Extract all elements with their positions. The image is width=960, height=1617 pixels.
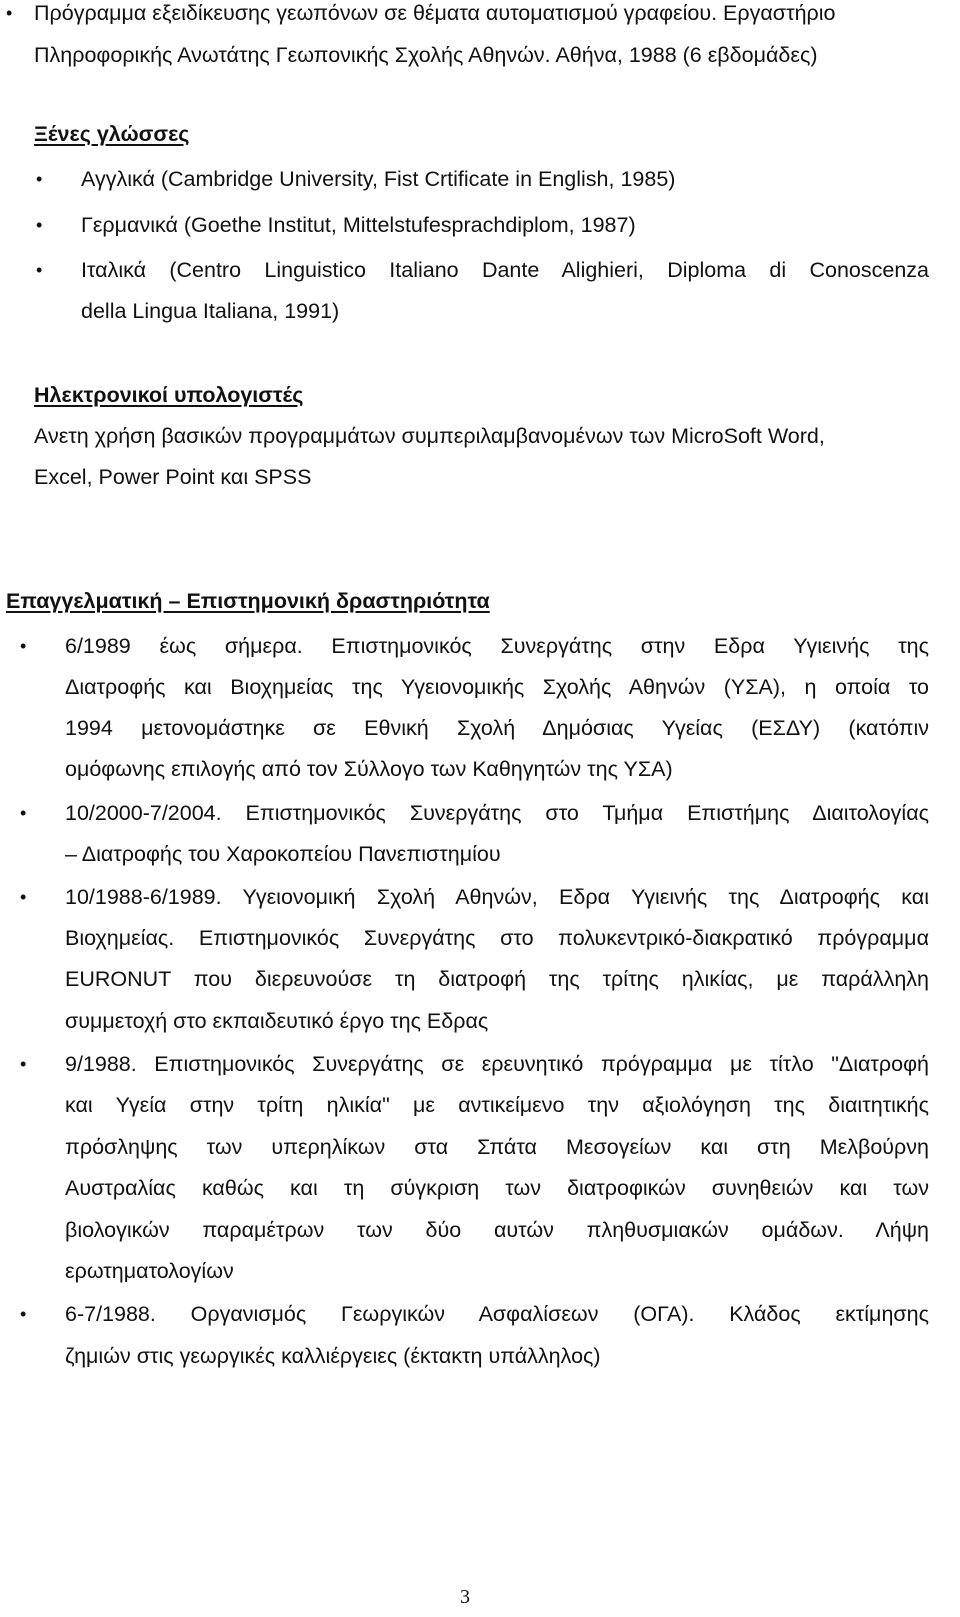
language-item-italian-line-1: Ιταλικά (Centro Linguistico Italiano Dante Alighieri, Diploma di Conoscenza bbox=[81, 258, 929, 282]
career-item-4-line-2: και Υγεία στην τρίτη ηλικία" με αντικείμενο την αξιολόγηση της διαιτητικής bbox=[65, 1093, 929, 1117]
career-item-3-line-2: Βιοχημείας. Επιστημονικός Συνεργάτης στο πολυκεντρικό-διακρατικό πρόγραμμα bbox=[65, 926, 929, 950]
career-item-5-line-1: 6-7/1988. Οργανισμός Γεωργικών Ασφαλίσεων (ΟΓΑ). Κλάδος εκτίμησης bbox=[65, 1302, 929, 1326]
career-heading: Επαγγελματική – Επιστημονική δραστηριότητα bbox=[6, 589, 490, 613]
career-item-2-line-1: 10/2000-7/2004. Επιστημονικός Συνεργάτης στο Τμήμα Επιστήμης Διαιτολογίας bbox=[65, 801, 929, 825]
career-item-3-line-1: 10/1988-6/1989. Υγειονομική Σχολή Αθηνών, Εδρα Υγιεινής της Διατροφής και bbox=[65, 885, 929, 909]
career-item-2-line-2: – Διατροφής του Χαροκοπείου Πανεπιστημίου bbox=[65, 842, 501, 866]
bullet-marker: • bbox=[20, 1054, 27, 1074]
top-item-line-1: Πρόγραμμα εξειδίκευσης γεωπόνων σε θέματα αυτοματισμού γραφείου. Εργαστήριο bbox=[34, 1, 836, 25]
career-item-3-line-4: συμμετοχή στο εκπαιδευτικό έργο της Εδρας bbox=[65, 1009, 489, 1033]
bullet-marker: • bbox=[6, 3, 13, 23]
language-item-german: Γερμανικά (Goethe Institut, Mittelstufesprachdiplom, 1987) bbox=[81, 213, 636, 237]
computers-heading: Ηλεκτρονικοί υπολογιστές bbox=[34, 383, 304, 407]
computers-line-2: Excel, Power Point και SPSS bbox=[34, 465, 312, 489]
career-item-4-line-5: βιολογικών παραμέτρων των δύο αυτών πληθυσμιακών ομάδων. Λήψη bbox=[65, 1218, 929, 1242]
career-item-4-line-3: πρόσληψης των υπερηλίκων στα Σπάτα Μεσογείων και στη Μελβούρνη bbox=[65, 1135, 929, 1159]
career-item-5-line-2: ζημιών στις γεωργικές καλλιέργειες (έκτακτη υπάλληλος) bbox=[65, 1344, 601, 1368]
bullet-marker: • bbox=[36, 260, 43, 280]
career-item-3-line-3: EURONUT που διερευνούσε τη διατροφή της τρίτης ηλικίας, με παράλληλη bbox=[65, 967, 929, 991]
language-item-italian-line-2: della Lingua Italiana, 1991) bbox=[81, 299, 340, 323]
bullet-marker: • bbox=[36, 215, 43, 235]
bullet-marker: • bbox=[20, 1304, 27, 1324]
career-item-1-line-3: 1994 μετονομάστηκε σε Εθνική Σχολή Δημόσιας Υγείας (ΕΣΔΥ) (κατόπιν bbox=[65, 716, 929, 740]
career-item-1-line-1: 6/1989 έως σήμερα. Επιστημονικός Συνεργάτης στην Εδρα Υγιεινής της bbox=[65, 634, 929, 658]
career-item-4-line-1: 9/1988. Επιστημονικός Συνεργάτης σε ερευνητικό πρόγραμμα με τίτλο "Διατροφή bbox=[65, 1052, 929, 1076]
bullet-marker: • bbox=[20, 887, 27, 907]
top-item-line-2: Πληροφορικής Ανωτάτης Γεωπονικής Σχολής Αθηνών. Αθήνα, 1988 (6 εβδομάδες) bbox=[34, 43, 818, 67]
bullet-marker: • bbox=[20, 636, 27, 656]
page-number: 3 bbox=[460, 1586, 470, 1608]
languages-heading: Ξένες γλώσσες bbox=[34, 122, 190, 146]
career-item-1-line-2: Διατροφής και Βιοχημείας της Υγειονομικής Σχολής Αθηνών (ΥΣΑ), η οποία το bbox=[65, 675, 929, 699]
career-item-4-line-4: Αυστραλίας καθώς και τη σύγκριση των διατροφικών συνηθειών και των bbox=[65, 1176, 929, 1200]
bullet-marker: • bbox=[36, 169, 43, 189]
career-item-1-line-4: ομόφωνης επιλογής από τον Σύλλογο των Καθηγητών της ΥΣΑ) bbox=[65, 757, 673, 781]
career-item-4-line-6: ερωτηματολογίων bbox=[65, 1259, 234, 1283]
computers-line-1: Ανετη χρήση βασικών προγραμμάτων συμπεριλαμβανομένων των MicroSoft Word, bbox=[34, 424, 825, 448]
language-item-english: Αγγλικά (Cambridge University, Fist Crtificate in English, 1985) bbox=[81, 167, 676, 191]
bullet-marker: • bbox=[20, 803, 27, 823]
